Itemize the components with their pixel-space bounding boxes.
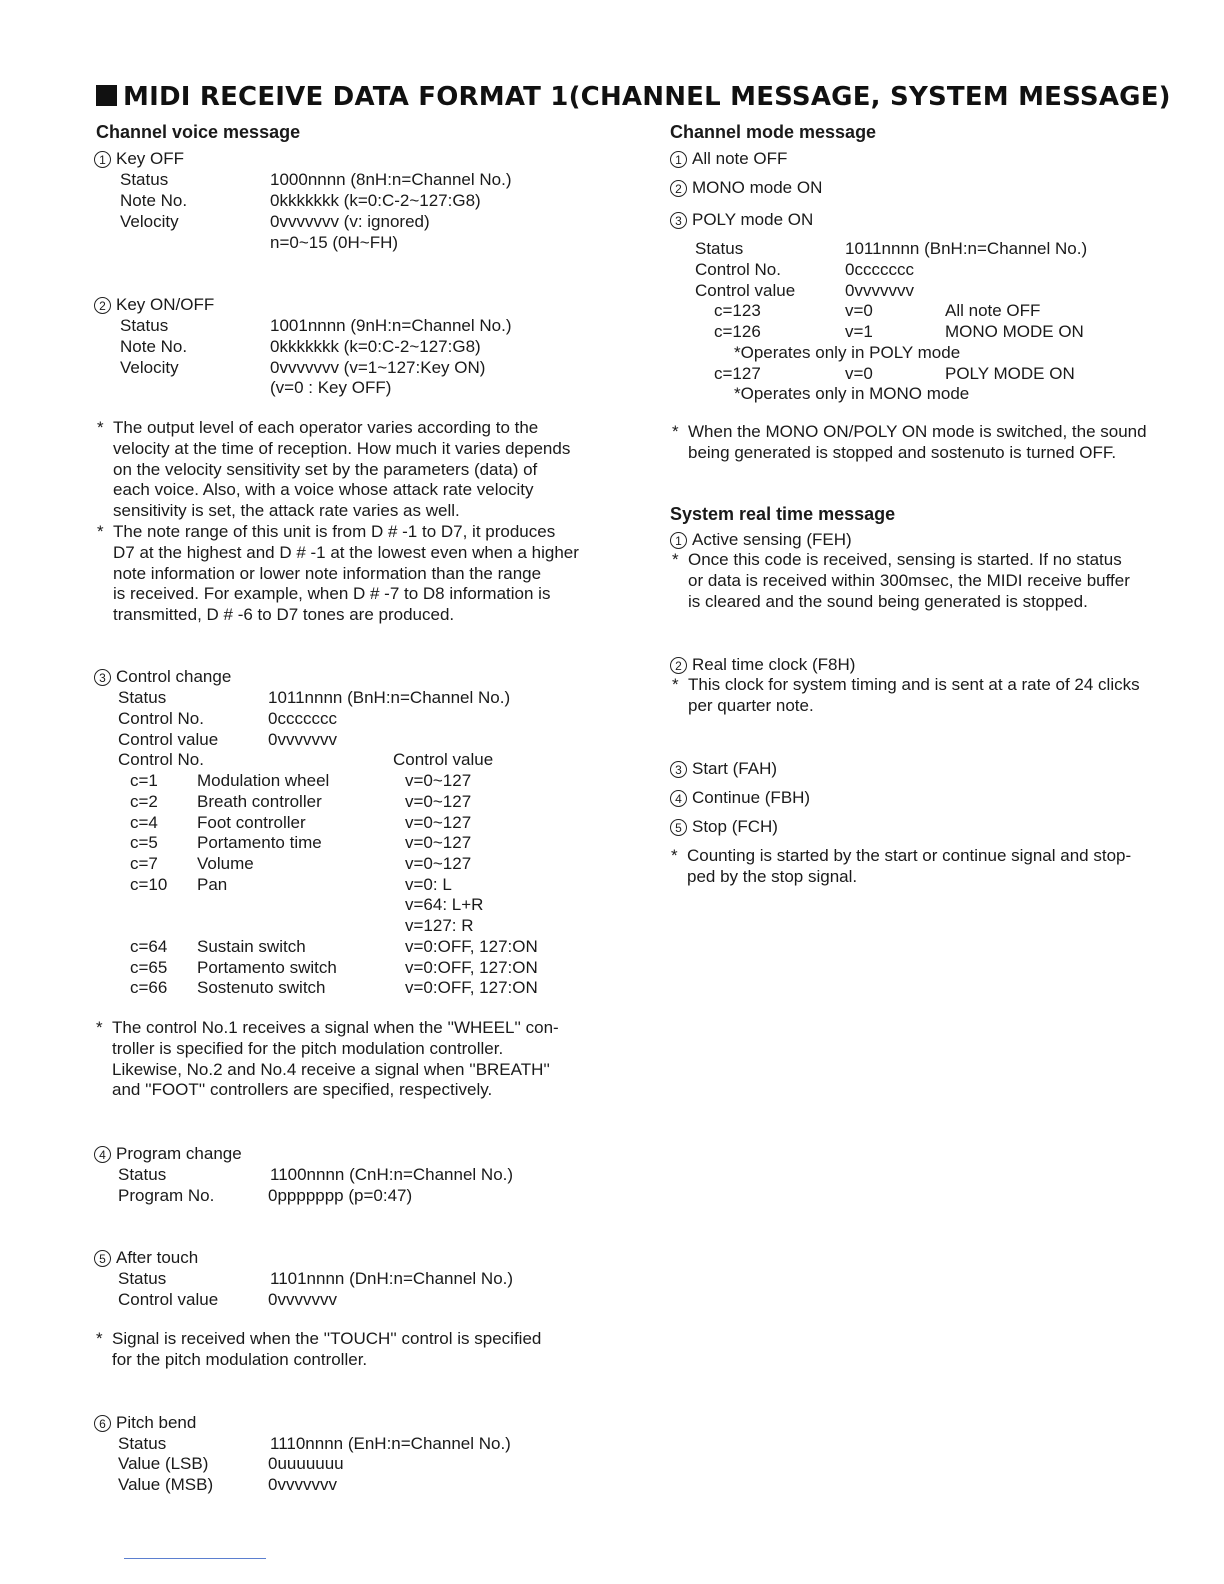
key-on-status-value: 1001nnnn (9nH:n=Channel No.) (270, 316, 512, 335)
cm-control-value-label: Control value (695, 281, 796, 300)
cc-c: c=5 (130, 833, 158, 852)
note-line: Likewise, No.2 and No.4 receive a signal when ''BREATH'' (112, 1059, 550, 1079)
note-asterisk: * (97, 418, 104, 437)
note-line: The note range of this unit is from D # -1 to D7, it produces (113, 522, 556, 541)
continue-label: Continue (FBH) (692, 788, 811, 807)
key-off-velocity-label: Velocity (120, 212, 179, 231)
cc-v: v=0: L (405, 875, 452, 894)
key-off-title (94, 148, 184, 169)
circled-number: 4 (670, 790, 687, 807)
mode-note: *Operates only in POLY mode (734, 343, 961, 362)
cc-n: Volume (197, 854, 254, 873)
mode-switch-note (672, 422, 1213, 464)
pc-program-value: 0ppppppp (p=0:47) (268, 1186, 413, 1205)
circled-number: 1 (94, 151, 111, 168)
note-asterisk: * (672, 422, 679, 441)
pb-lsb-value: 0uuuuuuu (268, 1454, 344, 1473)
cc-v: v=0~127 (405, 771, 472, 790)
note-line: and ''FOOT'' controllers are specified, respectively. (112, 1080, 493, 1100)
circled-number: 3 (94, 669, 111, 686)
note-line: The output level of each operator varies according to the (113, 418, 539, 437)
program-change-label: Program change (116, 1144, 242, 1163)
key-off-range-value: n=0~15 (0H~FH) (270, 233, 399, 252)
note-line: being generated is stopped and sostenuto is turned OFF. (688, 442, 1117, 462)
cc-c: c=7 (130, 854, 158, 873)
mode-item-label: All note OFF (692, 149, 788, 168)
at-status-value: 1101nnnn (DnH:n=Channel No.) (270, 1269, 514, 1288)
cc-v: v=0~127 (405, 854, 472, 873)
program-change-title (94, 1143, 242, 1164)
cc-n: Foot controller (197, 813, 306, 832)
channel-mode-heading: Channel mode message (670, 122, 877, 142)
mode-c: c=127 (714, 364, 761, 383)
circled-number: 5 (670, 819, 687, 836)
note-asterisk: * (96, 1018, 103, 1037)
cc-table-head-value: Control value (393, 750, 494, 769)
cc-v: v=64: L+R (405, 895, 484, 914)
key-off-status-value: 1000nnnn (8nH:n=Channel No.) (270, 170, 512, 189)
cc-c: c=1 (130, 771, 158, 790)
note-asterisk: * (671, 846, 678, 865)
note-line: The control No.1 receives a signal when the ''WHEEL'' con- (112, 1018, 559, 1037)
mode-d: MONO MODE ON (945, 322, 1084, 341)
after-touch-label: After touch (116, 1248, 199, 1267)
note-line: ped by the stop signal. (687, 866, 858, 886)
mode-d: All note OFF (945, 301, 1041, 320)
cc-v: v=0:OFF, 127:ON (405, 937, 538, 956)
cc-c: c=2 (130, 792, 158, 811)
note-line: transmitted, D # -6 to D7 tones are produced. (113, 605, 455, 625)
control-change-label: Control change (116, 667, 232, 686)
note-line: is received. For example, when D # -7 to D8 information is (113, 584, 551, 604)
title-square-icon (96, 85, 117, 106)
cc-control-value-value: 0vvvvvvv (268, 730, 337, 749)
circled-number: 4 (94, 1146, 111, 1163)
note-line: for the pitch modulation controller. (112, 1349, 368, 1369)
note-line: is cleared and the sound being generated is stopped. (688, 591, 1088, 611)
note-line: velocity at the time of reception. How much it varies depends (113, 438, 571, 458)
velocity-note (97, 418, 628, 522)
circled-number: 5 (94, 1250, 111, 1267)
circled-number: 3 (670, 212, 687, 229)
note-line: each voice. Also, with a voice whose attack rate velocity (113, 480, 534, 500)
cc-c: c=66 (130, 978, 168, 997)
key-on-status-label: Status (120, 316, 169, 335)
cm-control-no-value: 0ccccccc (845, 260, 914, 279)
pb-msb-value: 0vvvvvvv (268, 1475, 337, 1494)
footer-rule (124, 1558, 266, 1559)
cc-n: Pan (197, 875, 228, 894)
key-off-note-label: Note No. (120, 191, 188, 210)
pb-msb-label: Value (MSB) (118, 1475, 214, 1494)
cc-v: v=0:OFF, 127:ON (405, 978, 538, 997)
cm-status-value: 1011nnnn (BnH:n=Channel No.) (845, 239, 1088, 258)
stop-label: Stop (FCH) (692, 817, 778, 836)
clock-note (672, 675, 1213, 717)
active-sensing-label: Active sensing (FEH) (692, 530, 852, 549)
note-line: D7 at the highest and D # -1 at the lowest even when a higher (113, 542, 579, 562)
pc-status-label: Status (118, 1165, 167, 1184)
note-line: Once this code is received, sensing is started. If no status (688, 550, 1122, 569)
cc-n: Portamento switch (197, 958, 337, 977)
system-real-time-heading: System real time message (670, 504, 896, 524)
at-control-value: 0vvvvvvv (268, 1290, 337, 1309)
mode-note: *Operates only in MONO mode (734, 384, 970, 403)
cm-control-no-label: Control No. (695, 260, 781, 279)
note-line: Counting is started by the start or continue signal and stop- (687, 846, 1132, 865)
circled-number: 1 (670, 151, 687, 168)
key-off-note-value: 0kkkkkkk (k=0:C-2~127:G8) (270, 191, 481, 210)
key-off-status-label: Status (120, 170, 169, 189)
circled-number: 6 (94, 1415, 111, 1432)
note-asterisk: * (672, 550, 679, 569)
note-asterisk: * (97, 522, 104, 541)
note-line: When the MONO ON/POLY ON mode is switched, the sound (688, 422, 1147, 441)
circled-number: 1 (670, 532, 687, 549)
at-control-label: Control value (118, 1290, 219, 1309)
mode-item (670, 177, 822, 198)
key-on-velocity-value: 0vvvvvvv (v=1~127:Key ON) (270, 358, 486, 377)
real-time-clock-label: Real time clock (F8H) (692, 655, 856, 674)
continue-title (670, 787, 810, 808)
cc-v: v=0:OFF, 127:ON (405, 958, 538, 977)
pc-status-value: 1100nnnn (CnH:n=Channel No.) (270, 1165, 514, 1184)
mode-v: v=0 (845, 301, 873, 320)
note-line: sensitivity is set, the attack rate varies as well. (113, 501, 460, 521)
mode-v: v=0 (845, 364, 873, 383)
mode-d: POLY MODE ON (945, 364, 1075, 383)
note-line: note information or lower note information than the range (113, 563, 542, 583)
cm-control-value-value: 0vvvvvvv (845, 281, 914, 300)
cc-c: c=64 (130, 937, 168, 956)
cc-v: v=0~127 (405, 813, 472, 832)
note-line: Signal is received when the ''TOUCH'' control is specified (112, 1329, 542, 1348)
start-title (670, 758, 777, 779)
note-asterisk: * (672, 675, 679, 694)
cc-n: Modulation wheel (197, 771, 330, 790)
touch-note (96, 1329, 630, 1371)
pb-lsb-label: Value (LSB) (118, 1454, 209, 1473)
pb-status-label: Status (118, 1434, 167, 1453)
cc-c: c=4 (130, 813, 158, 832)
circled-number: 2 (670, 180, 687, 197)
note-line: or data is received within 300msec, the MIDI receive buffer (688, 570, 1130, 590)
after-touch-title (94, 1247, 198, 1268)
channel-voice-heading: Channel voice message (96, 122, 301, 142)
mode-item-label: MONO mode ON (692, 178, 823, 197)
cc-control-no-label: Control No. (118, 709, 204, 728)
counting-note (671, 846, 1214, 888)
note-line: per quarter note. (688, 695, 814, 715)
cc-status-label: Status (118, 688, 167, 707)
cc-table-head-no: Control No. (118, 750, 204, 769)
key-off-label: Key OFF (116, 149, 185, 168)
circled-number: 2 (94, 297, 111, 314)
cc-n: Sostenuto switch (197, 978, 326, 997)
real-time-clock-title (670, 654, 855, 675)
cc-status-value: 1011nnnn (BnH:n=Channel No.) (268, 688, 511, 707)
cc-v: v=127: R (405, 916, 474, 935)
active-sensing-note (672, 550, 1213, 612)
cc-n: Sustain switch (197, 937, 306, 956)
mode-item-label: POLY mode ON (692, 210, 814, 229)
key-on-note-value: 0kkkkkkk (k=0:C-2~127:G8) (270, 337, 481, 356)
key-off-velocity-value: 0vvvvvvv (v: ignored) (270, 212, 430, 231)
cc-n: Breath controller (197, 792, 322, 811)
key-on-label: Key ON/OFF (116, 295, 215, 314)
cc-control-value-label: Control value (118, 730, 219, 749)
key-on-note-label: Note No. (120, 337, 188, 356)
note-asterisk: * (96, 1329, 103, 1348)
control-change-title (94, 666, 231, 687)
mode-c: c=126 (714, 322, 761, 341)
circled-number: 2 (670, 657, 687, 674)
control-no-note (96, 1018, 630, 1101)
mode-item (670, 148, 787, 169)
page-title (96, 82, 1206, 112)
at-status-label: Status (118, 1269, 167, 1288)
cc-control-no-value: 0ccccccc (268, 709, 337, 728)
stop-title (670, 816, 778, 837)
mode-item (670, 209, 813, 230)
note-range-note (97, 522, 628, 626)
pc-program-label: Program No. (118, 1186, 215, 1205)
cc-v: v=0~127 (405, 792, 472, 811)
cc-c: c=10 (130, 875, 168, 894)
active-sensing-title (670, 529, 852, 550)
cc-c: c=65 (130, 958, 168, 977)
key-on-velocity-label: Velocity (120, 358, 179, 377)
cm-status-label: Status (695, 239, 744, 258)
note-line: This clock for system timing and is sent at a rate of 24 clicks (688, 675, 1140, 694)
title-text: MIDI RECEIVE DATA FORMAT 1(CHANNEL MESSAGE, SYSTEM MESSAGE) (123, 82, 1171, 112)
key-on-title (94, 294, 214, 315)
cc-n: Portamento time (197, 833, 322, 852)
mode-v: v=1 (845, 322, 873, 341)
cc-v: v=0~127 (405, 833, 472, 852)
start-label: Start (FAH) (692, 759, 778, 778)
mode-c: c=123 (714, 301, 761, 320)
pb-status-value: 1110nnnn (EnH:n=Channel No.) (270, 1434, 511, 1453)
key-on-off-value: (v=0 : Key OFF) (270, 378, 392, 397)
circled-number: 3 (670, 761, 687, 778)
pitch-bend-label: Pitch bend (116, 1413, 197, 1432)
pitch-bend-title (94, 1412, 196, 1433)
note-line: troller is specified for the pitch modulation controller. (112, 1038, 504, 1058)
note-line: on the velocity sensitivity set by the parameters (data) of (113, 459, 538, 479)
